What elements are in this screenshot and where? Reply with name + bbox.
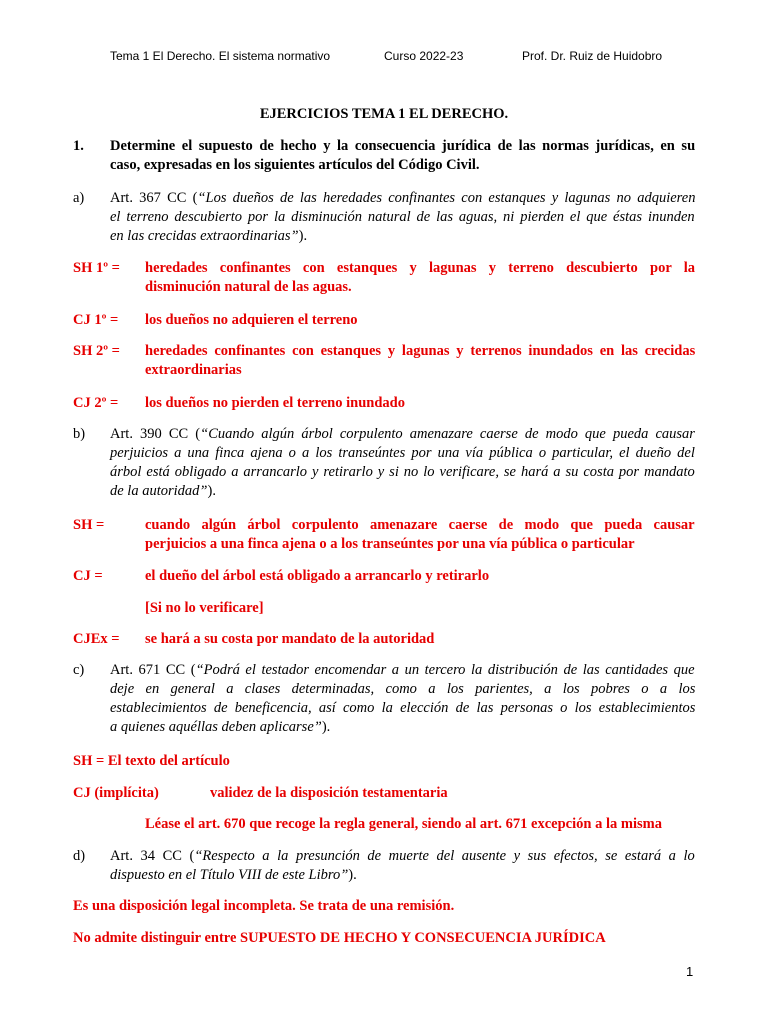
item-label: d) [73,848,86,864]
sh-b-row: SH = cuando algún árbol corpulento amenazare caerse de modo que pueda causar perjuicios a una finca ajena o a los transeúntes por una vía pública o particular [73,517,695,552]
condition-row [73,599,695,619]
cj-implicit-label: CJ (implícita) [73,785,159,801]
cj-label: CJ = [73,568,103,584]
cj2-label: CJ 2º = [73,395,119,411]
article-quote: Art. 34 CC (“Respecto a la presunción de muerte del ausente y sus efectos, se estará a lo dispuesto en el Título VIII de este Libro”). [110,848,695,883]
question-1 [73,137,695,177]
item-d [73,847,695,887]
cj-implicit-text: validez de la disposición testamentaria [210,785,448,801]
item-label: b) [73,426,86,442]
sh1-row: SH 1º = heredades confinantes con estanques y lagunas y terreno descubierto por la disminución natural de las aguas. [73,260,696,295]
note-text: No admite distinguir entre SUPUESTO DE HECHO Y CONSECUENCIA JURÍDICA [73,930,606,946]
article-quote: Art. 671 CC (“Podrá el testador encomendar a un tercero la distribución de las cantidades que deje en general a clases determinadas, como a los parientes, a los pobres o a los establecimientos de beneficencia, así como la elección de las personas o los establecimientos a quienes aquéllas deben aplicarse”). [110,662,696,735]
cj1-label: CJ 1º = [73,312,119,328]
note-d1-row [73,897,695,917]
page-title: EJERCICIOS TEMA 1 EL DERECHO. [259,106,509,122]
note-text: Es una disposición legal incompleta. Se trata de una remisión. [73,898,455,914]
header-topic: Tema 1 El Derecho. El sistema normativo [110,49,331,63]
sh2-label: SH 2º = [73,343,120,359]
item-c [73,661,695,739]
sh-text: SH = El texto del artículo [73,753,230,769]
header-course: Curso 2022-23 [384,49,464,63]
note-d2-row [73,929,695,949]
page-header [0,49,768,69]
question-number: 1. [73,138,84,154]
note-c-row [73,815,695,835]
note-text: Léase el art. 670 que recoge la regla general, siendo al art. 671 excepción a la misma [145,816,662,832]
cjex-label: CJEx = [73,631,120,647]
cj-b-row: CJ = el dueño del árbol está obligado a arrancarlo y retirarlo [73,568,490,584]
item-a [73,189,695,247]
article-quote: Art. 367 CC (“Los dueños de las heredades confinantes con estanques y lagunas no adquieren el terreno descubierto por la disminución natural de las aguas, ni pierden el que éstas inunden en las crecidas extraordinarias”). [110,190,696,244]
sh1-label: SH 1º = [73,260,120,276]
sh-c-row [73,752,695,772]
sh-label: SH = [73,517,105,533]
item-label: c) [73,662,85,678]
cjex-row: CJEx = se hará a su costa por mandato de la autoridad [73,631,435,647]
sh2-row: SH 2º = heredades confinantes con estanques y lagunas y terrenos inundados en las crecidas extraordinarias [73,343,696,378]
header-professor: Prof. Dr. Ruiz de Huidobro [522,49,663,63]
item-b [73,425,695,503]
condition-text: [Si no lo verificare] [145,600,264,616]
cj-c-row [73,784,695,804]
cj2-row: CJ 2º = los dueños no pierden el terreno inundado [73,395,405,411]
question-text: Determine el supuesto de hecho y la consecuencia jurídica de las normas jurídicas, en su caso, expresadas en los siguientes artículos del Código Civil. [110,138,696,173]
item-label: a) [73,190,85,206]
page-number: 1 [686,964,694,979]
cj1-row: CJ 1º = los dueños no adquieren el terreno [73,312,358,328]
article-quote: Art. 390 CC (“Cuando algún árbol corpulento amenazare caerse de modo que pueda causar perjuicios a una finca ajena o a los transeúntes por una vía pública o particular, el dueño del árbol está obligado a arrancarlo y retirarlo y si no lo verificare, se hará a su costa por mandato de la autoridad”). [110,426,695,499]
